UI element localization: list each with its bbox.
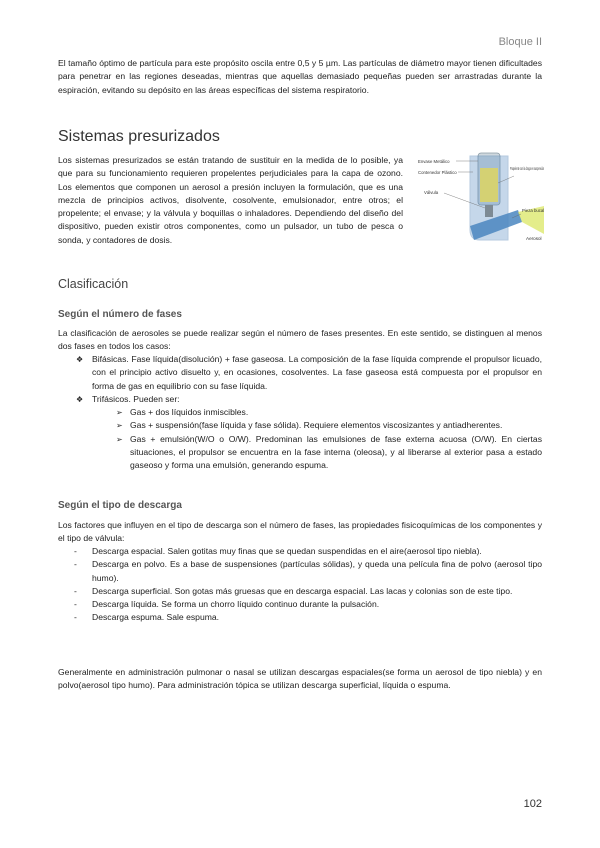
fases-paragraph: La clasificación de aerosoles se puede realizar según el número de fases presentes. En este sentido, se distinguen al menos dos fases en todos los casos: — [58, 328, 542, 352]
section-header: Bloque II — [498, 36, 542, 48]
list-item — [114, 406, 542, 419]
list-item — [74, 611, 542, 624]
dash-marker: - — [74, 585, 77, 596]
inhaler-diagram — [418, 148, 546, 258]
list-item-text: Descarga superficial. Son gotas más gruesas que en descarga espacial. Las lacas y colonias son de este tipo. — [92, 585, 513, 596]
diamond-icon: ❖ — [76, 394, 84, 404]
list-item-text: Gas + suspensión(fase líquida y fase sólida). Requiere elementos viscosizantes y antiadherentes. — [130, 420, 503, 431]
list-item — [74, 558, 542, 585]
dash-marker: - — [74, 599, 77, 610]
descarga-paragraph: Los factores que influyen en el tipo de descarga son el número de fases, las propiedades fisicoquímicas de los componentes y el tipo de válvula: — [58, 520, 542, 544]
fases-title: Según el número de fases — [58, 309, 182, 320]
list-item — [74, 545, 542, 558]
arrow-icon: ➢ — [116, 421, 123, 431]
list-item-text: Bifásicas. Fase líquida(disolución) + fase gaseosa. La composición de la fase líquida comprende el propulsor licuado, con el principio activo disuelto y, en ocasiones, cosolventes. La fase gaseosa está compuesta por el propulsor en forma de gas en equilibrio con su fase líquida. — [92, 354, 542, 391]
list-item-text: Descarga espuma. Sale espuma. — [92, 612, 220, 623]
label-aerosol: Aerosol — [526, 236, 542, 241]
dash-marker: - — [74, 612, 77, 623]
fases-list — [74, 353, 542, 473]
sistemas-title: Sistemas presurizados — [58, 128, 220, 145]
label-valvula: Válvula — [424, 190, 439, 195]
label-envase: Envase Metálico — [418, 159, 450, 164]
dash-marker: - — [74, 559, 77, 570]
list-item — [114, 433, 542, 473]
list-item — [74, 393, 542, 406]
label-propelente — [510, 166, 544, 171]
final-paragraph: Generalmente en administración pulmonar o nasal se utilizan descargas espaciales(se forma un aerosol de tipo niebla) y en polvo(aerosol tipo humo). Para administración tópica se utilizan descarga superficial, líquida o espuma. — [58, 667, 542, 691]
descarga-list — [74, 545, 542, 625]
list-item — [74, 585, 542, 598]
list-item-text: Descarga espacial. Salen gotitas muy finas que se quedan suspendidas en el aire(aerosol tipo niebla). — [92, 546, 482, 556]
diamond-icon: ❖ — [76, 355, 84, 364]
dash-marker: - — [74, 546, 77, 556]
list-item — [74, 598, 542, 611]
list-item-text: Descarga en polvo. Es a base de suspensiones (partículas sólidas), y queda una película fina de polvo (aerosol tipo humo). — [92, 559, 542, 583]
label-propelente-text: Propelente con la droga en suspensión — [510, 166, 545, 171]
list-item-text: Gas + emulsión(W/O o O/W). Predominan las emulsiones de fase externa acuosa (O/W). En ciertas situaciones, el propulsor se encuentra en la fase interna (oleosa), y al liberarse al exterior pasa a estado gaseoso y forma una emulsión, generando espuma. — [130, 433, 542, 471]
arrow-icon: ➢ — [116, 408, 123, 418]
descarga-title: Según el tipo de descarga — [58, 500, 182, 511]
list-item-text: Descarga líquida. Se forma un chorro líquido continuo durante la pulsación. — [92, 599, 380, 610]
label-contenedor: Contenedor Plástico — [418, 170, 457, 175]
trifasicos-sublist — [74, 406, 542, 472]
page-number: 102 — [523, 798, 542, 810]
arrow-icon: ➢ — [116, 434, 123, 444]
clasificacion-title: Clasificación — [58, 277, 129, 291]
list-item — [74, 353, 542, 393]
list-item-text: Gas + dos líquidos inmiscibles. — [130, 407, 249, 418]
label-pieza: Pieza bucal — [522, 208, 545, 213]
intro-paragraph: El tamaño óptimo de partícula para este propósito oscila entre 0,5 y 5 µm. Las partículas de diámetro mayor tienen dificultades para penetrar en las regiones deseadas, mientras que aquellas demasiado pequeñas pueden ser arrastradas durante la espiración, evitando su depósito en las áreas específicas del sistema respiratorio. — [58, 58, 542, 95]
list-item — [114, 419, 542, 432]
list-item-text: Trifásicos. Pueden ser: — [92, 393, 180, 404]
sistemas-paragraph: Los sistemas presurizados se están tratando de sustituir en la medida de lo posible, ya que para su funcionamiento requieren propelentes perjudiciales para la capa de ozono. Los elementos que componen un aerosol a presión incluyen la formulación, que es una mezcla de principios activos, disolvente, cosolvente, emulsionador, entre otros; el propelente; el envase; y la válvula y boquillas o inhaladores. Dependiendo del diseño del dispositivo, pueden existir otros componentes, como un pulsador, un tubo de pesca o sonda, y contadores de dosis. — [58, 155, 403, 245]
